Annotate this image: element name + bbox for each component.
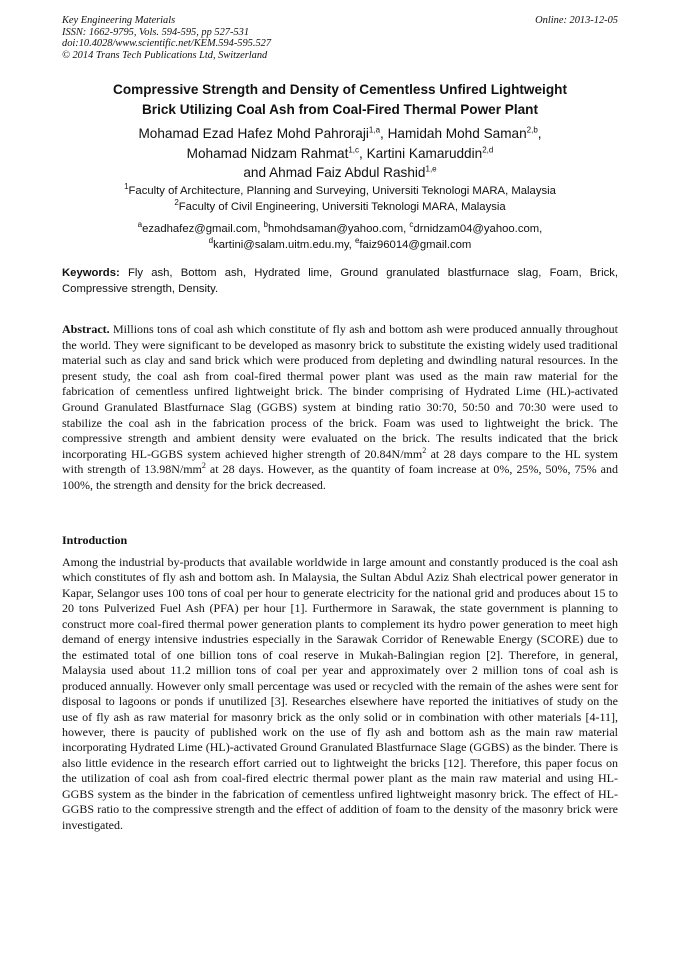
title-line-1: Compressive Strength and Density of Cementless Unfired Lightweight bbox=[113, 82, 567, 97]
online-date: Online: 2013-12-05 bbox=[535, 15, 618, 26]
email-mark: b bbox=[263, 220, 268, 230]
affiliations bbox=[62, 184, 618, 215]
authors-and: and bbox=[243, 165, 267, 180]
email-address[interactable]: ezadhafez@gmail.com bbox=[142, 223, 258, 235]
email-mark: d bbox=[208, 235, 214, 245]
doi-line: doi:10.4028/www.scientific.net/KEM.594-595.527 bbox=[62, 38, 272, 50]
keywords-text: Fly ash, Bottom ash, Hydrated lime, Ground granulated blastfurnace slag, Foam, Brick, Compressive strength, Density. bbox=[62, 267, 619, 295]
affiliation-mark: 1 bbox=[124, 182, 129, 192]
affiliation-item bbox=[62, 197, 618, 216]
author-name: Mohamad Ezad Hafez Mohd Pahroraji bbox=[138, 126, 369, 141]
author-list bbox=[62, 124, 618, 183]
email-address[interactable]: drnidzam04@yahoo.com bbox=[413, 223, 540, 235]
authors-line-1: Mohamad Ezad Hafez Mohd Pahroraji$^{1,a}$, Hamidah Mohd Saman$^{2,b}$, bbox=[138, 125, 542, 141]
keywords-block bbox=[62, 266, 618, 297]
section-heading-introduction: Introduction bbox=[62, 533, 128, 547]
paper-title bbox=[62, 80, 618, 120]
running-header bbox=[62, 15, 618, 61]
author-affiliation-mark: 1,e bbox=[425, 164, 437, 174]
author-affiliation-mark: 2,d bbox=[482, 144, 494, 154]
author-name: Kartini Kamaruddin bbox=[366, 145, 483, 161]
affiliation-text: Faculty of Architecture, Planning and Surveying, Universiti Teknologi MARA, Malaysia bbox=[128, 185, 556, 197]
email-mark: e bbox=[354, 235, 360, 245]
email-mark: c bbox=[409, 220, 414, 230]
author-affiliation-mark: 1,a bbox=[368, 125, 381, 135]
abstract-text-part-3: at 28 days. However, as the quantity of foam increase at 0%, 25%, 50%, 75% and 100%, the strength and density for the brick decreased. bbox=[62, 462, 618, 492]
email-address[interactable]: hmohdsaman@yahoo.com bbox=[267, 223, 404, 235]
abstract-unit-superscript: 2 bbox=[201, 461, 206, 471]
abstract-text-part-1: Millions tons of coal ash which constitute of fly ash and bottom ash were produced annually throughout the world. They were significant to be developed as masonry brick to substitute the existing widely used traditional material such as clay and sand brick which were produced from depleting and dwindling natural resources. In the present study, the coal ash from coal-fired thermal power plant was used as the main raw material for the fabrication of cementless unfired lightweight brick. The binder comprising of Hydrated Lime (HL)-activated Ground Granulated Blastfurnace Slag (GGBS) system at binding ratio 30:70, 50:50 and 70:30 were used to stabilize the coal ash in the fabrication process of the brick. Foam was used to lightweight the brick. The compressive strength and ambient density were evaluated on the brick. The results indicated that the brick incorporating HL-GGBS system achieved higher strength of 20.84N/mm bbox=[62, 322, 618, 461]
emails-line-1: $^a$ezadhafez@gmail.com, $^b$hmohdsaman@yahoo.com, $^c$drnidzam04@yahoo.com, bbox=[137, 220, 543, 235]
emails-line-2: $^d$kartini@salam.uitm.edu.my, $^e$faiz96014@gmail.com bbox=[208, 235, 472, 251]
author-name: Hamidah Mohd Saman bbox=[387, 126, 527, 141]
author-name: Mohamad Nidzam Rahmat bbox=[186, 145, 349, 161]
author-name: Ahmad Faiz Abdul Rashid bbox=[269, 165, 426, 180]
introduction-paragraph: Among the industrial by-products that available worldwide in large amount and constantly produced is the coal ash which constitutes of fly ash and bottom ash. In Malaysia, the Sultan Abdul Aziz Shah electrical power generator in Kapar, Selangor uses 100 tons of coal per hour to generate electricity for the national grid and produces about 15 to 20 tons Pulverized Fuel Ash (PFA) per hour [1]. Furthermore in Sarawak, the state government is planning to construct more coal-fired thermal power generation plants to complement its hydro power generation to meet high demand of energy intensive industries especially in the Sarawak Corridor of Renewable Energy (SCORE) due to the estimated total of one billion tons of coal reserve in Mukah-Balingian region [2]. Therefore, in general, Malaysia used about 11.2 million tons of coal per year and approximately over 2 million tons of coal ash is produced annually. However only small percentage was used or recycled with the remain of the ashes were sent for disposal to lagoons or ponds if unutilized [3]. Researches elsewhere have reported the initiatives of study on the use of fly ash as raw material for masonry brick as the only solid or in combination with other materials [4-11], however, there is paucity of published work on the use of fly ash and bottom ash as the main raw material incorporating Hydrated Lime (HL)-activated Ground Granulated Blastfurnace Slage (GGBS) as the binder. There is also little evidence in the research effort carried out to lightweight the bricks [12]. Therefore, this paper focus on the utilization of coal ash from coal-fired electric thermal power plant as the main raw material and using HL-GGBS system as the binder in the fabrication of cementless unfired lightweight masonry brick. The effect of HL-GGBS ratio to the compressive strength and the effect of addition of foam to the density of the masonry brick were investigated. bbox=[62, 555, 618, 832]
issn-line: ISSN: 1662-9795, Vols. 594-595, pp 527-531 bbox=[62, 26, 250, 38]
keywords-label: Keywords: bbox=[62, 267, 120, 279]
abstract-label: Abstract. bbox=[62, 322, 110, 336]
email-address[interactable]: faiz96014@gmail.com bbox=[359, 238, 472, 251]
email-address[interactable]: kartini@salam.uitm.edu.my bbox=[213, 238, 349, 251]
affiliation-item bbox=[62, 184, 618, 200]
affiliation-text: Faculty of Civil Engineering, Universiti Teknologi MARA, Malaysia bbox=[178, 200, 506, 213]
copyright-line: © 2014 Trans Tech Publications Ltd, Switzerland bbox=[62, 49, 268, 61]
email-mark: a bbox=[137, 220, 143, 230]
authors-line-2: Mohamad Nidzam Rahmat$^{1,c}$, Kartini Kamaruddin$^{2,d}$ bbox=[186, 144, 494, 161]
abstract-text-part-2: at 28 days compare to the HL system with strength of 13.98N/mm bbox=[62, 446, 619, 477]
affiliation-mark: 2 bbox=[174, 197, 179, 207]
title-line-2: Brick Utilizing Coal Ash from Coal-Fired Thermal Power Plant bbox=[141, 102, 539, 117]
journal-name: Key Engineering Materials bbox=[62, 15, 176, 26]
abstract-block bbox=[62, 322, 618, 494]
author-affiliation-mark: 2,b bbox=[526, 125, 538, 135]
authors-line-3 bbox=[62, 163, 618, 183]
author-emails bbox=[62, 222, 618, 253]
abstract-unit-superscript: 2 bbox=[422, 445, 427, 455]
author-affiliation-mark: 1,c bbox=[348, 144, 360, 154]
